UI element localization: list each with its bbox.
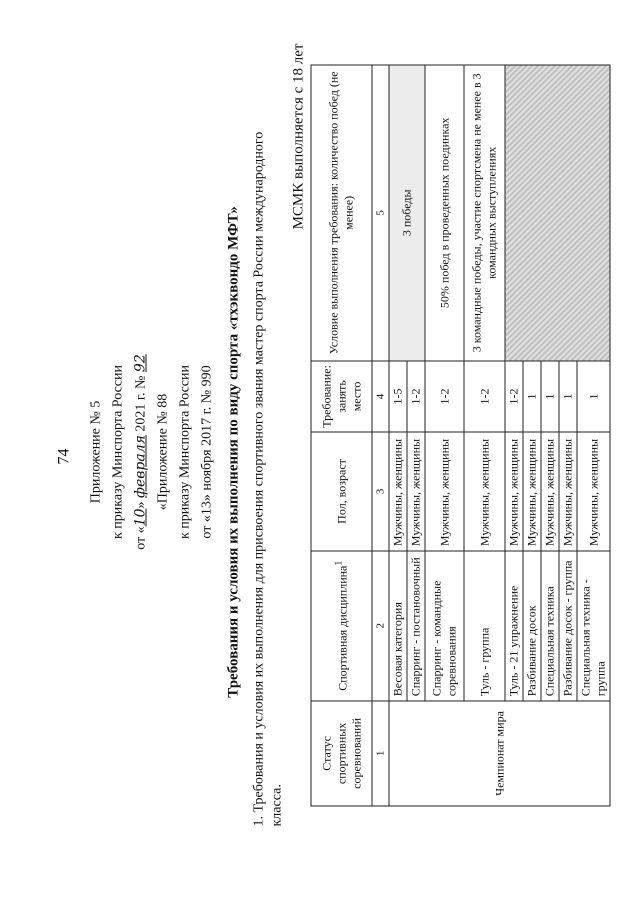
- header-status: Статус спортивных соревнований: [311, 701, 372, 806]
- appendix-label: Приложение № 5: [88, 400, 104, 504]
- gender-cell: Мужчины, женщины: [464, 432, 505, 550]
- gender-cell: Мужчины, женщины: [559, 432, 577, 550]
- shaded-condition-cell: [505, 65, 610, 361]
- handwritten-order-number: 92: [132, 354, 149, 373]
- footnote-mark: 1: [333, 560, 344, 566]
- discipline-cell: Туль - группа: [464, 551, 505, 701]
- table-row: [425, 65, 464, 806]
- competition-status: Чемпионат мира: [389, 701, 610, 806]
- gender-cell: Мужчины, женщины: [407, 432, 425, 550]
- gender-cell: Мужчины, женщины: [577, 432, 610, 550]
- header-gender-age: Пол, возраст: [311, 432, 372, 550]
- gender-cell: Мужчины, женщины: [523, 432, 541, 550]
- header-place: Требование: занять место: [311, 361, 372, 433]
- place-cell: 1: [541, 361, 559, 433]
- document-title: Требования и условия их выполнения по виду спорта «тхэквондо МФТ»: [225, 206, 242, 698]
- order-header: [86, 0, 219, 905]
- old-order-reference: к приказу Минспорта России: [177, 365, 193, 539]
- table-header-row: [311, 65, 372, 806]
- order-reference: к приказу Минспорта России: [110, 365, 126, 539]
- discipline-cell: Специальная техника - группа: [577, 551, 610, 701]
- handwritten-month: февраля: [132, 435, 149, 498]
- discipline-cell: Разбивание досок: [523, 551, 541, 701]
- place-cell: 1: [577, 361, 610, 433]
- gender-cell: Мужчины, женщины: [389, 432, 407, 550]
- header-condition: Условие выполнения требования: количество побед (не менее): [311, 65, 372, 361]
- condition-cell: 3 победы: [389, 65, 425, 361]
- page-number: 74: [55, 448, 73, 465]
- gender-cell: Мужчины, женщины: [505, 432, 523, 550]
- msmk-age-note: МСМК выполняется с 18 лет: [290, 43, 307, 230]
- place-cell: 1: [523, 361, 541, 433]
- document-page: [1, 0, 640, 905]
- condition-cell: 3 командные победы, участие спортсмена не менее в 3 командных выступлениях: [464, 65, 505, 361]
- place-cell: 1-2: [407, 361, 425, 433]
- old-order-date: от «13» ноября 2017 г. № 990: [199, 365, 215, 539]
- discipline-cell: Специальная техника: [541, 551, 559, 701]
- discipline-cell: Спарринг - командные соревнования: [425, 551, 464, 701]
- discipline-cell: Спарринг - постановочный: [407, 551, 425, 701]
- discipline-cell: Весовая категория: [389, 551, 407, 701]
- place-cell: 1-5: [389, 361, 407, 433]
- handwritten-day: 10: [132, 508, 149, 527]
- place-cell: 1: [559, 361, 577, 433]
- table-row: [389, 65, 407, 806]
- gender-cell: Мужчины, женщины: [425, 432, 464, 550]
- gender-cell: Мужчины, женщины: [541, 432, 559, 550]
- requirements-table: [311, 65, 611, 807]
- discipline-cell: Разбивание досок - группа: [559, 551, 577, 701]
- order-date: от «10» февраля 2021 г. № 92: [132, 354, 149, 550]
- old-appendix-label: «Приложение № 88: [155, 393, 171, 511]
- table-row: [464, 65, 505, 806]
- section-heading: 1. Требования и условия их выполнения для присвоения спортивного звания мастер спорта России международного класса.: [251, 131, 285, 827]
- table-row: [505, 65, 523, 806]
- condition-cell: 50% побед в проведенных поединках: [425, 65, 464, 361]
- place-cell: 1-2: [505, 361, 523, 433]
- discipline-cell: Туль - 21 упражнение: [505, 551, 523, 701]
- header-discipline: Спортивная дисциплина$^1$: [311, 551, 372, 701]
- place-cell: 1-2: [425, 361, 464, 433]
- column-number-row: 1 2 3 4 5: [372, 65, 389, 806]
- place-cell: 1-2: [464, 361, 505, 433]
